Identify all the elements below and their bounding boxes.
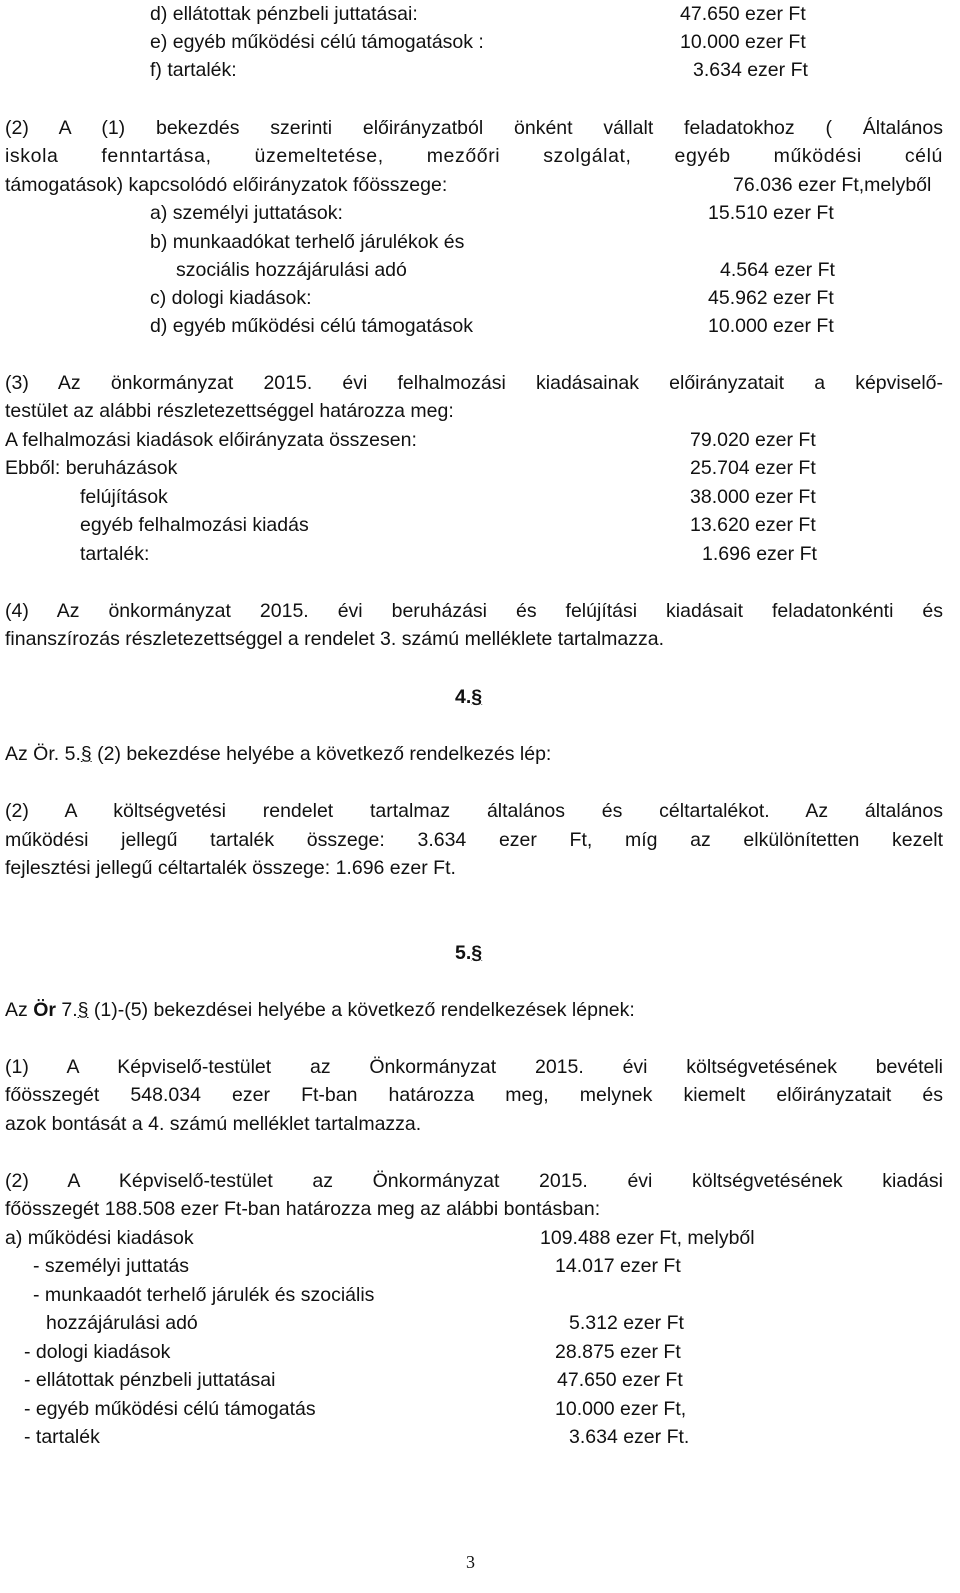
item-value: 47.650 ezer Ft [680,3,806,25]
item-label: e) egyéb működési célú támogatások : [150,31,484,53]
item-label: szociális hozzájárulási adó [176,259,407,281]
item-value: 109.488 ezer Ft, melyből [540,1227,755,1249]
paragraph-line: testület az alábbi részletezettséggel határozza meg: [5,400,454,422]
section-heading [455,683,482,712]
section-heading [455,939,482,968]
paragraph-line: működési jellegű tartalék összege: 3.634 ezer Ft, míg az elkülönítetten kezelt [5,829,943,851]
paragraph-line: (4) Az önkormányzat 2015. évi beruházási és felújítási kiadásait feladatonkénti és [5,600,943,622]
paragraph-line: fejlesztési jellegű céltartalék összege: 1.696 ezer Ft. [5,857,456,879]
item-label: Ebből: beruházások [5,457,178,479]
item-label: a) személyi juttatások: [150,202,343,224]
item-label: d) ellátottak pénzbeli juttatásai: [150,3,418,25]
paragraph-line: (2) A Képviselő-testület az Önkormányzat 2015. évi költségvetésének kiadási [5,1170,943,1192]
paragraph-line: (1) A Képviselő-testület az Önkormányzat 2015. évi költségvetésének bevételi [5,1056,943,1078]
intro-text: Az [5,999,34,1021]
paragraph-line: főösszegét 188.508 ezer Ft-ban határozza meg az alábbi bontásban: [5,1198,601,1220]
item-label: - személyi juttatás [33,1255,190,1277]
item-label: - tartalék [24,1426,100,1448]
item-value: 1.696 ezer Ft [702,543,817,565]
item-value: 28.875 ezer Ft [555,1341,681,1363]
item-value: 13.620 ezer Ft [690,514,816,536]
item-value: 38.000 ezer Ft [690,486,816,508]
item-label: - ellátottak pénzbeli juttatásai [24,1369,276,1391]
item-label: hozzájárulási adó [46,1312,198,1334]
item-label: A felhalmozási kiadások előirányzata összesen: [5,429,417,451]
intro-text: (1)-(5) bekezdései helyébe a következő rendelkezések lépnek: [88,999,635,1021]
intro-text: Ör [33,999,56,1021]
item-value: 10.000 ezer Ft [708,315,834,337]
intro-text: (2) bekezdése helyébe a következő rendelkezés lép: [91,743,552,765]
paragraph-line: (3) Az önkormányzat 2015. évi felhalmozási kiadásainak előirányzatait a képviselő- [5,372,943,394]
item-value: 10.000 ezer Ft, [555,1398,687,1420]
total-label: támogatások) kapcsolódó előirányzatok főösszege: [5,174,448,196]
item-label: - dologi kiadások [24,1341,171,1363]
section-number: 5. [455,942,472,964]
item-label: felújítások [80,486,168,508]
item-value: 10.000 ezer Ft [680,31,806,53]
paragraph-line: azok bontását a 4. számú melléklet tartalmazza. [5,1113,422,1135]
paragraph-line: iskola fenntartása, üzemeltetése, mezőőri szolgálat, egyéb működési célú [5,145,943,167]
item-value: 5.312 ezer Ft [569,1312,684,1334]
item-value: 79.020 ezer Ft [690,429,816,451]
total-value: 76.036 ezer Ft,melyből [733,174,932,196]
item-value: 3.634 ezer Ft. [569,1426,690,1448]
section-symbol: § [471,942,483,964]
item-label: d) egyéb működési célú támogatások [150,315,474,337]
section-number: 4. [455,686,472,708]
item-label: - egyéb működési célú támogatás [24,1398,316,1420]
item-value: 45.962 ezer Ft [708,287,834,309]
item-value: 4.564 ezer Ft [720,259,835,281]
item-label: egyéb felhalmozási kiadás [80,514,309,536]
section-symbol: § [80,743,92,765]
item-label: b) munkaadókat terhelő járulékok és [150,231,465,253]
section-intro [5,740,551,769]
item-label: tartalék: [80,543,150,565]
section-symbol: § [77,999,89,1021]
item-label: f) tartalék: [150,59,237,81]
item-value: 15.510 ezer Ft [708,202,834,224]
item-label: - munkaadót terhelő járulék és szociális [33,1284,375,1306]
item-value: 47.650 ezer Ft [557,1369,683,1391]
section-intro [5,996,635,1025]
item-value: 3.634 ezer Ft [693,59,808,81]
page-number: 3 [466,1552,475,1572]
item-value: 14.017 ezer Ft [555,1255,681,1277]
item-label: c) dologi kiadások: [150,287,312,309]
paragraph-line: (2) A költségvetési rendelet tartalmaz általános és céltartalékot. Az általános [5,800,943,822]
paragraph-line: (2) A (1) bekezdés szerinti előirányzatból önként vállalt feladatokhoz ( Általános [5,117,943,139]
item-value: 25.704 ezer Ft [690,457,816,479]
paragraph-line: finanszírozás részletezettséggel a rendelet 3. számú melléklete tartalmazza. [5,628,664,650]
intro-text: Az Ör. 5. [5,743,81,765]
intro-text: 7. [55,999,78,1021]
paragraph-line: főösszegét 548.034 ezer Ft-ban határozza meg, melynek kiemelt előirányzatait és [5,1084,943,1106]
item-label: a) működési kiadások [5,1227,194,1249]
section-symbol: § [471,686,483,708]
